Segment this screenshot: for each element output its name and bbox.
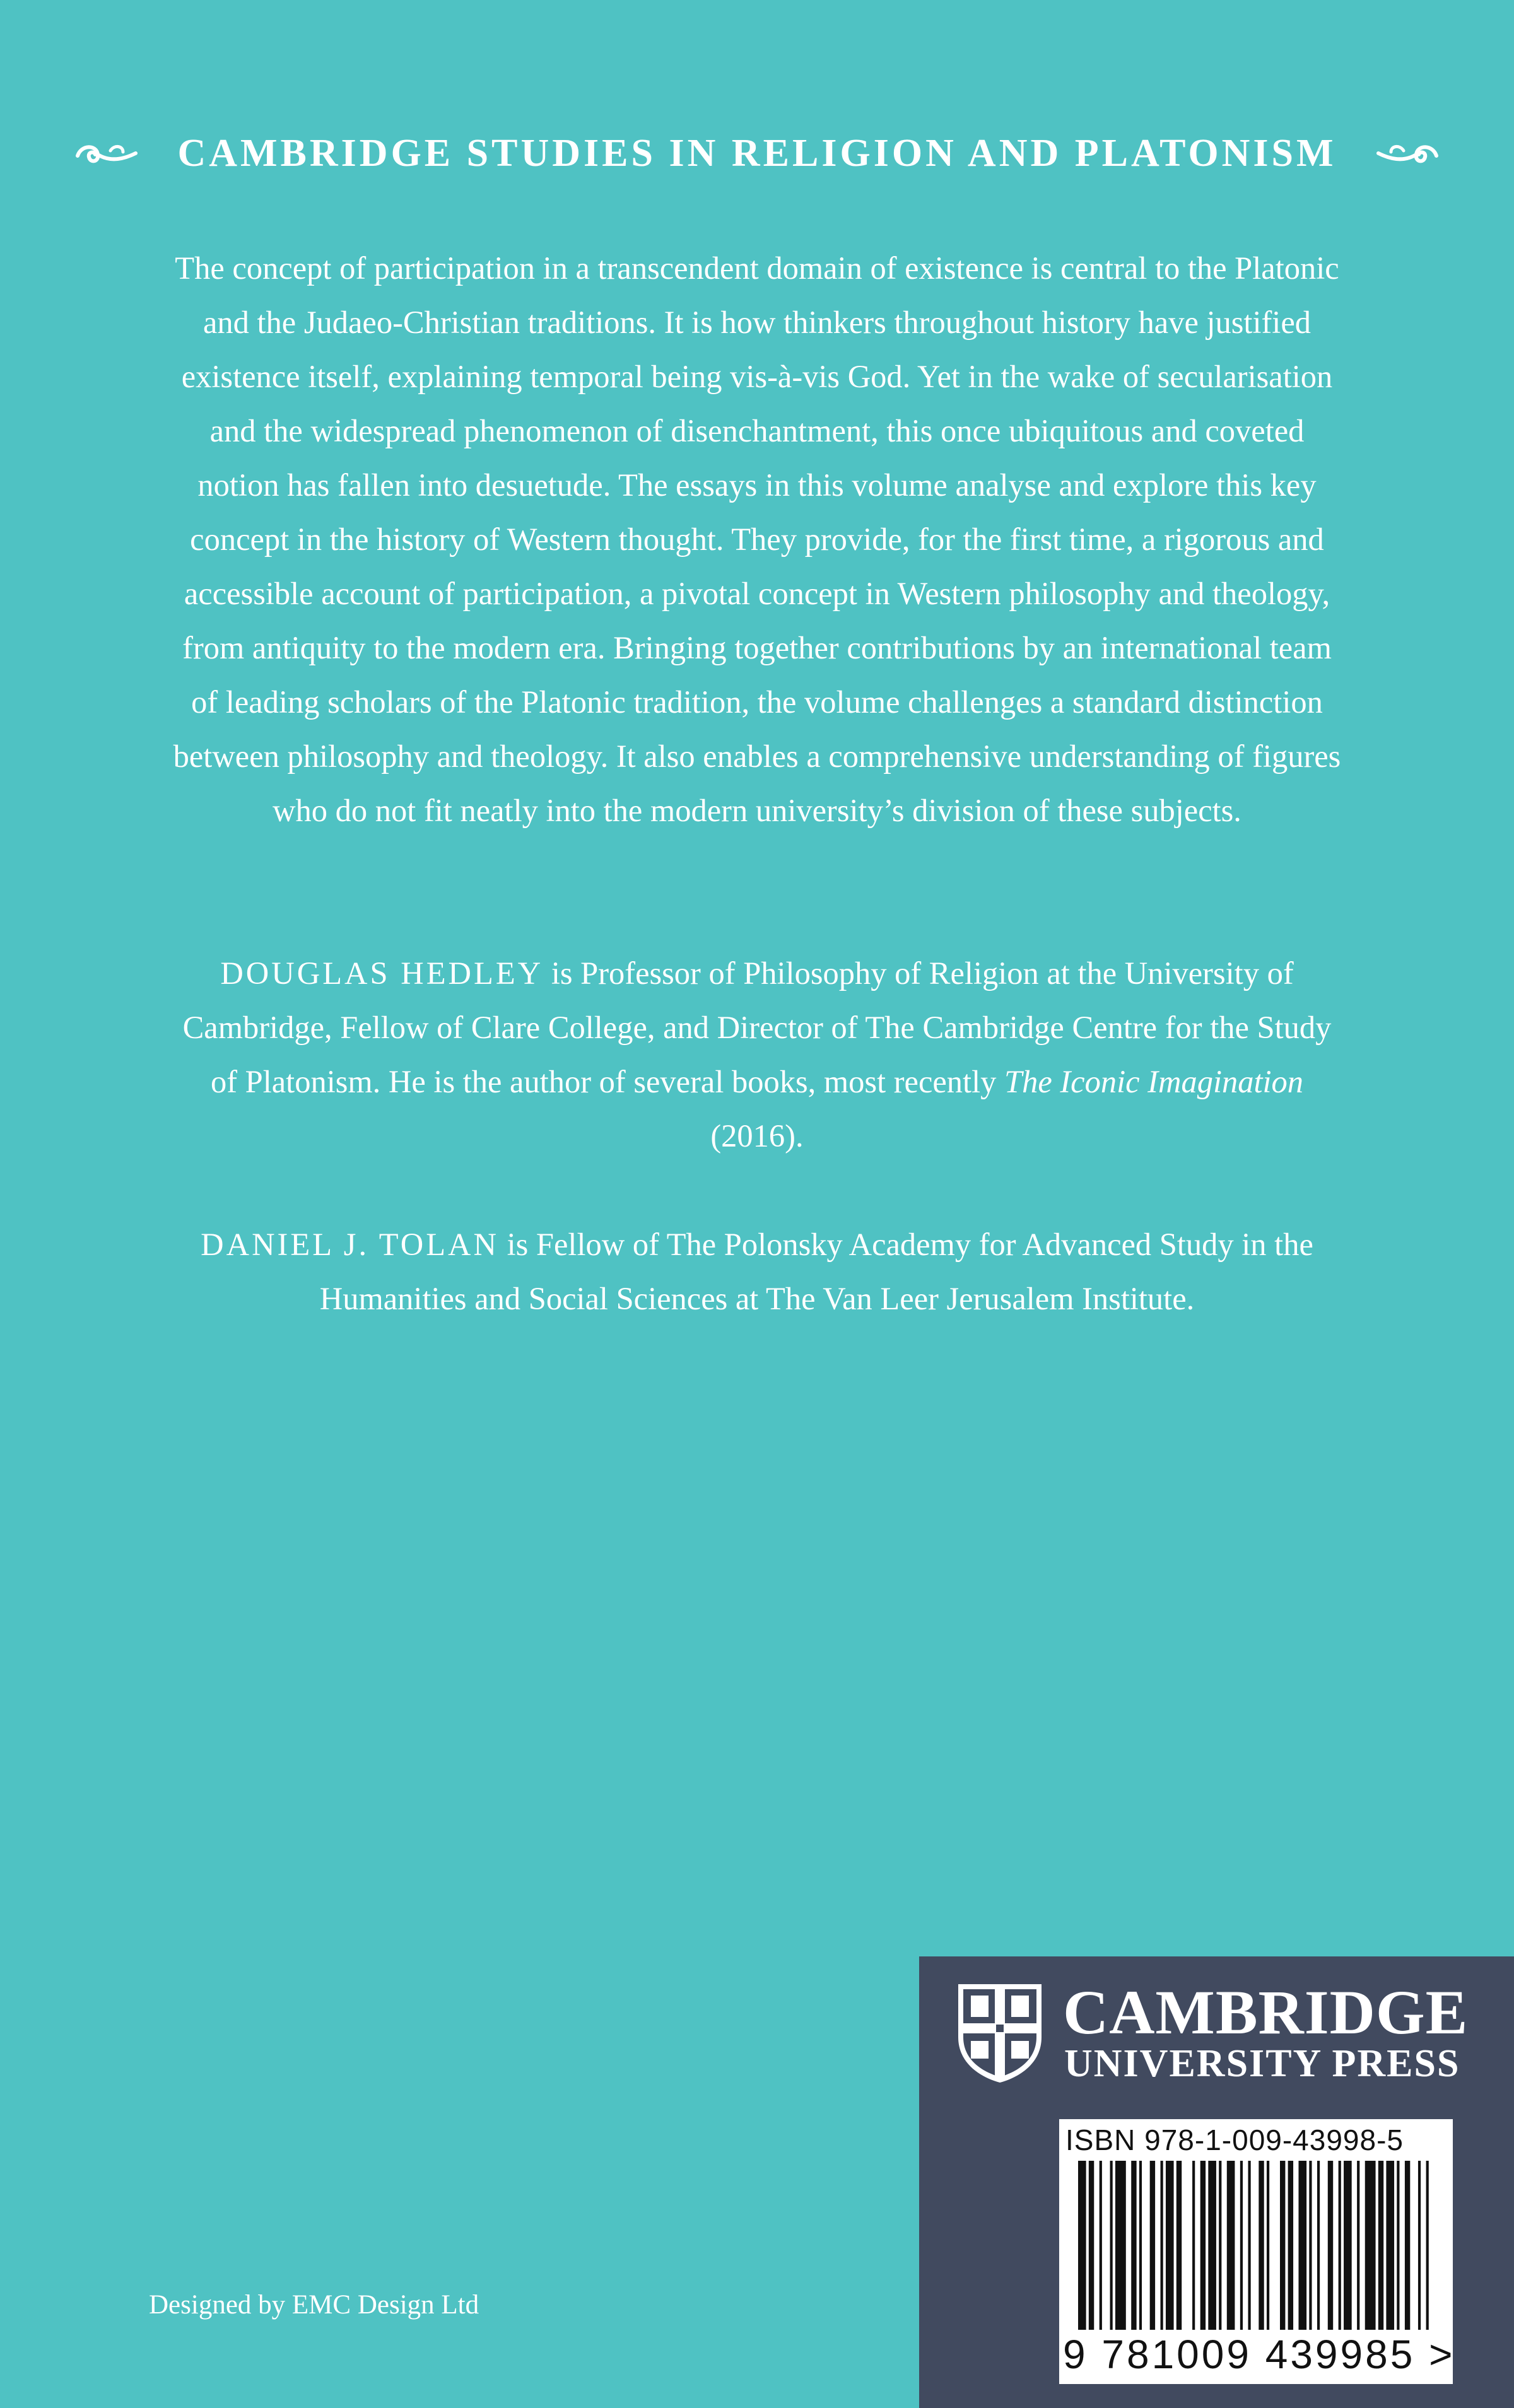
author-bio-text: is Fellow of The Polonsky Academy for Advanced Study in the Humanities and Social Sciences at The Van Leer Jerusalem Institute.: [319, 1227, 1313, 1316]
barcode-bar: [1115, 2161, 1126, 2330]
designer-credit: Designed by EMC Design Ltd: [149, 2290, 479, 2320]
barcode-bars: [1078, 2161, 1431, 2330]
author-bio-text-end: (2016).: [710, 1118, 804, 1154]
barcode-bar: [1139, 2161, 1142, 2330]
barcode-digits: 9 781009 439985 >: [1063, 2332, 1455, 2377]
left-flourish-icon: [73, 139, 142, 168]
barcode: [1059, 2119, 1453, 2384]
barcode-bar: [1397, 2161, 1399, 2330]
publisher-name: CAMBRIDGE: [1063, 1977, 1469, 2047]
barcode-bar: [1418, 2161, 1421, 2330]
barcode-bar: [1267, 2161, 1269, 2330]
barcode-bar: [1150, 2161, 1155, 2330]
series-header: [0, 131, 1514, 176]
barcode-bar: [1298, 2161, 1306, 2330]
publisher-panel: [919, 1956, 1514, 2408]
book-title: The Iconic Imagination: [1004, 1064, 1304, 1099]
barcode-bar: [1339, 2161, 1341, 2330]
barcode-bar: [1280, 2161, 1285, 2330]
barcode-bar: [1161, 2161, 1163, 2330]
barcode-bar: [1426, 2161, 1429, 2330]
barcode-bar: [1100, 2161, 1102, 2330]
author-bio-tolan: [170, 1217, 1344, 1326]
barcode-bar: [1309, 2161, 1312, 2330]
right-flourish-icon: [1372, 139, 1441, 168]
publisher-subname: UNIVERSITY PRESS: [1064, 2042, 1460, 2085]
barcode-bar: [1405, 2161, 1410, 2330]
barcode-bar: [1177, 2161, 1182, 2330]
author-bio-text: is Professor of Philosophy of Religion at the University of Cambridge, Fellow of Clare College, and Director of The Cambridge Centre for the Study of Platonism. He is the author of several books, most recently: [182, 956, 1332, 1099]
author-name: DANIEL J. TOLAN: [201, 1227, 499, 1262]
barcode-bar: [1344, 2161, 1352, 2330]
barcode-bar: [1200, 2161, 1206, 2330]
barcode-bar: [1386, 2161, 1394, 2330]
barcode-bar: [1078, 2161, 1086, 2330]
barcode-bar: [1192, 2161, 1195, 2330]
barcode-bar: [1208, 2161, 1216, 2330]
barcode-bar: [1328, 2161, 1333, 2330]
university-crest-icon: [956, 1982, 1044, 2085]
author-name: DOUGLAS HEDLEY: [220, 956, 544, 991]
series-title: CAMBRIDGE STUDIES IN RELIGION AND PLATONISM: [177, 132, 1337, 175]
barcode-bar: [1357, 2161, 1359, 2330]
barcode-bar: [1259, 2161, 1264, 2330]
barcode-bar: [1131, 2161, 1136, 2330]
barcode-bar: [1365, 2161, 1376, 2330]
barcode-bar: [1317, 2161, 1320, 2330]
book-description: [170, 241, 1344, 838]
barcode-bar: [1219, 2161, 1221, 2330]
barcode-bar: [1089, 2161, 1094, 2330]
barcode-bar: [1240, 2161, 1243, 2330]
isbn-label: ISBN 978-1-009-43998-5: [1065, 2124, 1404, 2156]
description-text: The concept of participation in a transcendent domain of existence is central to the Platonic and the Judaeo-Christian traditions. It is how thinkers throughout history have justified existence itself, explaining temporal being vis-à-vis God. Yet in the wake of secularisation and the widespread phenomenon of disenchantment, this once ubiquitous and coveted notion has fallen into desuetude. The essays in this volume analyse and explore this key concept in the history of Western thought. They provide, for the first time, a rigorous and accessible account of participation, a pivotal concept in Western philosophy and theology, from antiquity to the modern era. Bringing together contributions by an international team of leading scholars of the Platonic tradition, the volume challenges a standard distinction between philosophy and theology. It also enables a comprehensive understanding of figures who do not fit neatly into the modern university’s division of these subjects.: [173, 250, 1341, 828]
author-bio-hedley: [170, 946, 1344, 1163]
barcode-bar: [1110, 2161, 1113, 2330]
barcode-bar: [1378, 2161, 1383, 2330]
barcode-bar: [1248, 2161, 1250, 2330]
barcode-bar: [1288, 2161, 1293, 2330]
barcode-bar: [1227, 2161, 1235, 2330]
barcode-bar: [1166, 2161, 1174, 2330]
